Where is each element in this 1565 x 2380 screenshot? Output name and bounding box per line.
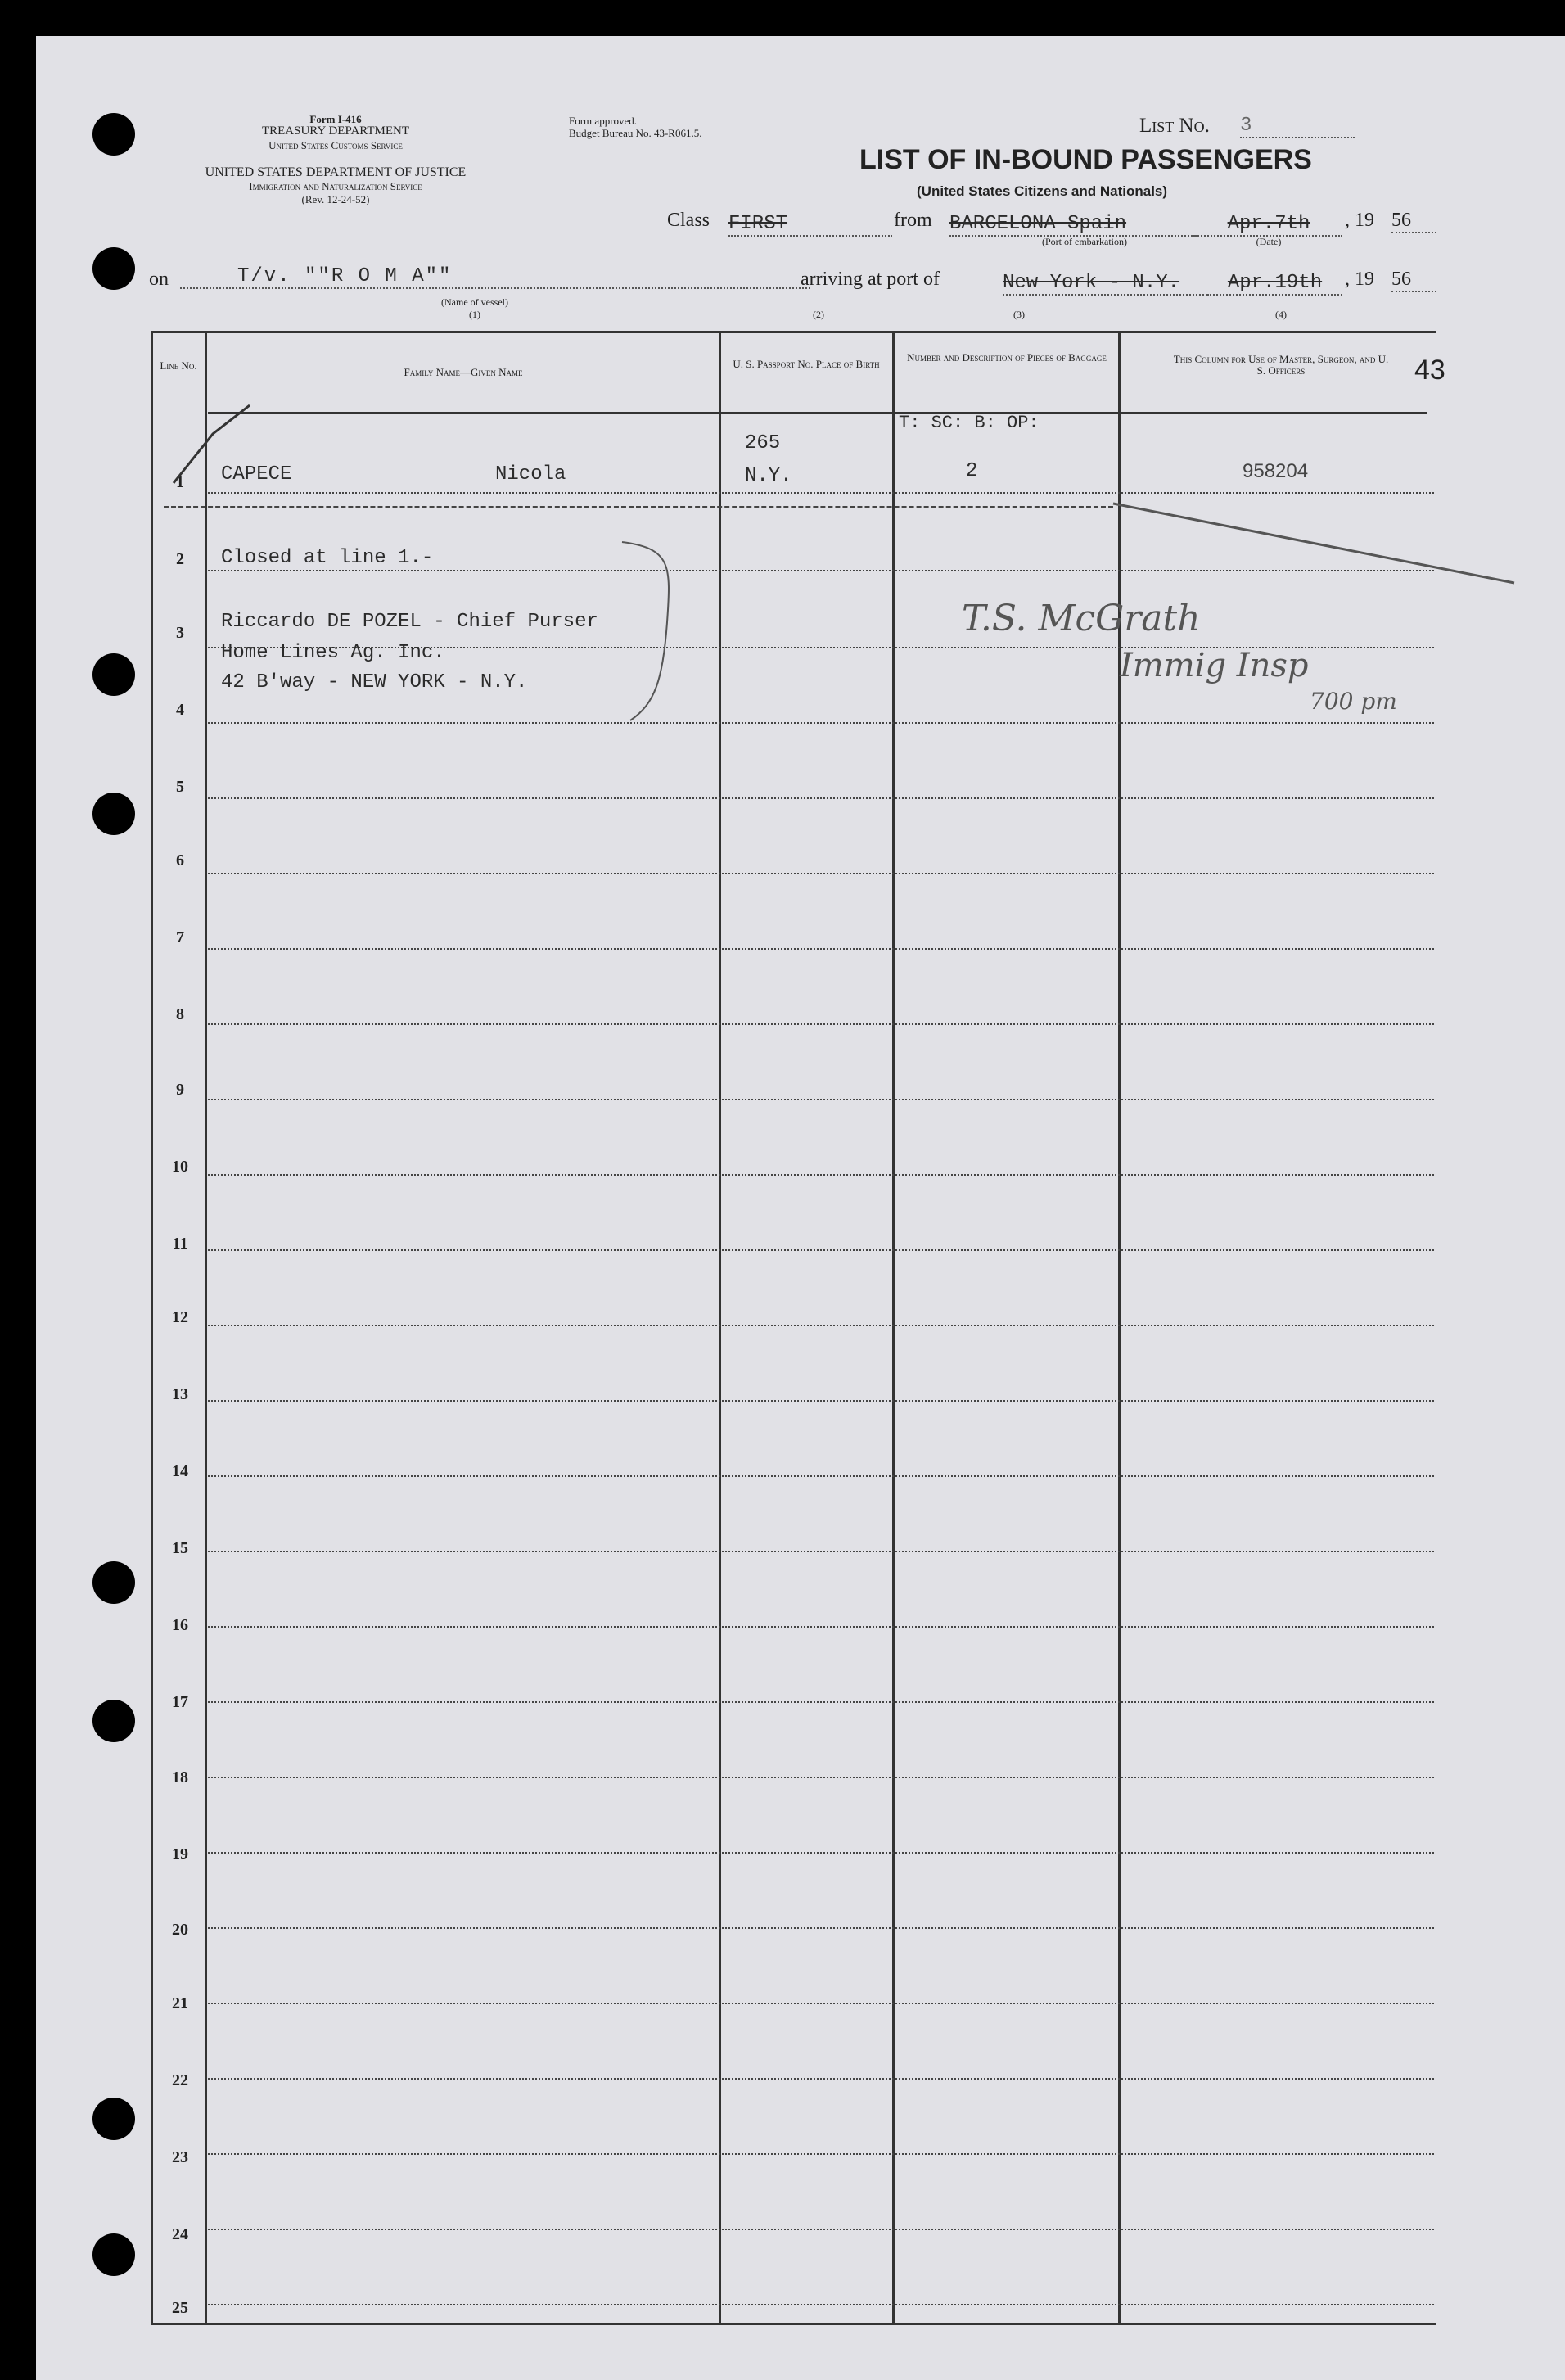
col-num-3: (3) — [1013, 309, 1025, 320]
class-label: Class — [667, 210, 710, 231]
page-number: 43 — [1414, 355, 1445, 386]
line-number: 15 — [172, 1539, 188, 1557]
line-number: 20 — [172, 1921, 188, 1939]
baggage-codes: T: SC: B: OP: — [899, 413, 1040, 433]
purser-note: Riccardo DE POZEL - Chief Purser — [221, 611, 598, 633]
closed-note: Closed at line 1.- — [221, 547, 434, 569]
line-number: 21 — [172, 1994, 188, 2012]
page-subtitle: (United States Citizens and Nationals) — [917, 183, 1168, 199]
class-value: FIRST — [728, 213, 892, 237]
line-number: 8 — [176, 1005, 184, 1023]
vessel-caption: (Name of vessel) — [441, 296, 508, 308]
entry-family-name: CAPECE — [221, 463, 292, 485]
line-number: 2 — [176, 550, 184, 568]
check-mark — [174, 405, 250, 483]
revision-label: (Rev. 12-24-52) — [301, 193, 370, 205]
bracket-curve — [622, 542, 669, 720]
entry-passport-no: 265 — [745, 432, 781, 454]
entry-birthplace: N.Y. — [745, 465, 792, 487]
inspector-signature: T.S. McGrath — [962, 598, 1201, 639]
line-number: 3 — [176, 624, 184, 642]
line-number: 13 — [172, 1385, 188, 1403]
entry-baggage-count: 2 — [966, 460, 978, 482]
entry-officer-number: 958204 — [1243, 460, 1309, 482]
port-caption: (Port of embarkation) — [1042, 236, 1127, 247]
col-num-4: (4) — [1275, 309, 1287, 320]
col-header-officers: This Column for Use of Master, Surgeon, and U. S. Officers — [1173, 353, 1389, 377]
arriving-year-prefix-text: 19 — [1355, 269, 1374, 290]
from-year: 56 — [1391, 210, 1436, 233]
form-number: Form I-416 — [309, 113, 362, 125]
line-number: 24 — [172, 2225, 188, 2243]
col-num-2: (2) — [813, 309, 824, 320]
budget-bureau: Budget Bureau No. 43-R061.5. — [569, 127, 702, 139]
date-caption: (Date) — [1256, 236, 1282, 247]
from-date: Apr.7th — [1195, 213, 1342, 237]
line-number: 1 — [176, 473, 184, 491]
list-no-value: 3 — [1240, 115, 1355, 138]
arriving-year-prefix: , 19 — [1345, 269, 1374, 290]
ins-label: Immigration and Naturalization Service — [249, 180, 422, 192]
line-number: 4 — [176, 701, 184, 719]
from-label: from — [894, 210, 932, 231]
col-header-line: Line No. — [160, 359, 197, 372]
closing-line — [1113, 504, 1514, 583]
line-number: 9 — [176, 1081, 184, 1099]
address-note: 42 B'way - NEW YORK - N.Y. — [221, 671, 528, 693]
col-header-baggage: Number and Description of Pieces of Baggage — [907, 351, 1107, 364]
arriving-year: 56 — [1391, 269, 1436, 292]
company-note: Home Lines Ag. Inc. — [221, 642, 445, 664]
line-number: 14 — [172, 1462, 188, 1480]
list-no-label: List No. — [1139, 115, 1210, 137]
treasury-label: TREASURY DEPARTMENT — [261, 124, 410, 138]
col-header-name: Family Name—Given Name — [404, 366, 523, 378]
arriving-label: arriving at port of — [801, 269, 940, 290]
justice-label: UNITED STATES DEPARTMENT OF JUSTICE — [205, 165, 467, 179]
line-number: 11 — [172, 1235, 188, 1253]
vessel-caption-num: (1) — [469, 309, 480, 320]
line-number: 12 — [172, 1308, 188, 1326]
line-number: 18 — [172, 1768, 188, 1786]
line-number: 5 — [176, 778, 184, 796]
line-number: 22 — [172, 2071, 188, 2089]
vessel-name: T/v. ""R O M A"" — [180, 265, 810, 289]
line-number: 17 — [172, 1693, 188, 1711]
on-label: on — [149, 269, 169, 290]
page-title: LIST OF IN-BOUND PASSENGERS — [859, 144, 1312, 175]
from-port: BARCELONA-Spain — [949, 213, 1195, 237]
line-number: 10 — [172, 1158, 188, 1176]
form-approved: Form approved. — [569, 115, 638, 127]
col-header-passport: U. S. Passport No. Place of Birth — [733, 358, 880, 370]
from-year-prefix-text: 19 — [1355, 210, 1374, 231]
entry-given-name: Nicola — [495, 463, 566, 485]
line-number: 19 — [172, 1845, 188, 1863]
line-number: 23 — [172, 2148, 188, 2166]
inspector-time: 700 pm — [1310, 688, 1397, 715]
from-year-prefix: , 19 — [1345, 210, 1374, 231]
arriving-port: New York - N.Y. — [1003, 272, 1207, 296]
arriving-date: Apr.19th — [1207, 272, 1342, 296]
line-number: 6 — [176, 851, 184, 869]
line-number: 16 — [172, 1616, 188, 1634]
inspector-title: Immig Insp — [1120, 647, 1309, 684]
line-number: 7 — [176, 928, 184, 946]
customs-label: United States Customs Service — [268, 139, 403, 151]
line-number: 25 — [172, 2299, 188, 2317]
